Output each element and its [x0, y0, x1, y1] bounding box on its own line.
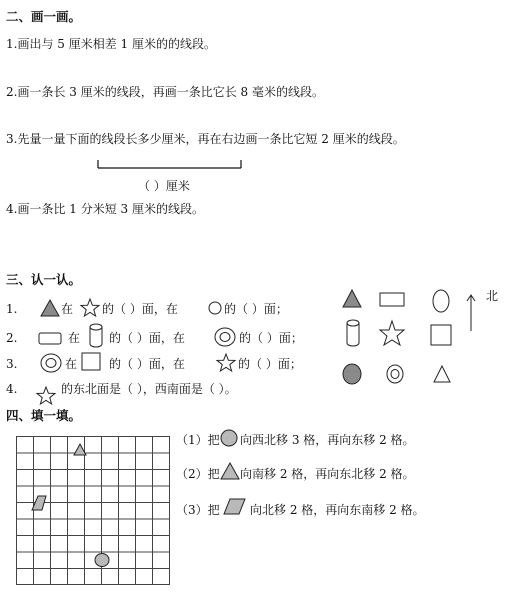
row-3-text-c: 的（ ）面；: [238, 357, 302, 371]
north-label: 北: [486, 289, 499, 303]
question-2-1: 1.画出与 5 厘米相差 1 厘米的的线段。: [6, 37, 216, 51]
circle-icon: [208, 301, 224, 317]
north-arrow-icon: [464, 293, 478, 333]
row-4-text: 的东北面是（ ），西南面是（ ）。: [61, 382, 237, 396]
row-2-text-a: 在: [68, 331, 81, 345]
shape-position-matrix: [335, 285, 505, 395]
fill-1-text: 向西北移 3 格，再向东移 2 格。: [240, 433, 415, 447]
star-icon: [216, 353, 236, 373]
row-1-number: 1.: [6, 302, 18, 316]
fill-2-text: 向南移 2 格，再向东北移 2 格。: [240, 467, 415, 481]
fill-3-text: 向北移 2 格，再向东南移 2 格。: [250, 503, 425, 517]
section-3-heading: 三、认一认。: [6, 272, 82, 287]
parallelogram-icon: [223, 498, 247, 516]
triangle-icon: [40, 299, 60, 317]
cylinder-icon: [88, 323, 104, 349]
fill-2-number: （2）把: [176, 467, 220, 481]
star-icon: [80, 298, 100, 318]
measure-line-segment: [0, 158, 510, 188]
row-1-text-b: 的（ ）面，在: [102, 302, 178, 316]
question-2-4: 4.画一条比 1 分米短 3 厘米的线段。: [6, 202, 204, 216]
section-2-heading: 二、画一画。: [6, 9, 82, 24]
star-icon: [36, 386, 58, 408]
rectangle-icon: [38, 332, 64, 346]
movement-grid: [16, 436, 176, 596]
section-4-heading: 四、填一填。: [6, 408, 82, 423]
row-2-text-b: 的（ ）面，在: [109, 331, 185, 345]
question-2-2: 2.画一条长 3 厘米的线段，再画一条比它长 8 毫米的线段。: [6, 85, 324, 99]
concentric-circles-icon: [40, 353, 62, 373]
row-3-text-a: 在: [65, 357, 78, 371]
row-2-number: 2.: [6, 331, 18, 345]
row-1-text-a: 在: [61, 302, 74, 316]
concentric-circles-icon: [214, 327, 236, 347]
row-3-number: 3.: [6, 357, 18, 371]
row-4-number: 4.: [6, 382, 18, 396]
row-2-text-c: 的（ ）面；: [239, 331, 303, 345]
question-2-3: 3.先量一量下面的线段长多少厘米，再在右边画一条比它短 2 厘米的线段。: [6, 132, 405, 146]
square-icon: [81, 352, 103, 372]
measure-answer: （ ）厘米: [138, 179, 190, 193]
triangle-icon: [220, 462, 240, 480]
fill-1-number: （1）把: [176, 433, 220, 447]
row-1-text-c: 的（ ）面；: [224, 302, 288, 316]
row-3-text-b: 的（ ）面，在: [109, 357, 185, 371]
circle-icon: [219, 428, 239, 448]
fill-3-number: （3）把: [176, 503, 220, 517]
